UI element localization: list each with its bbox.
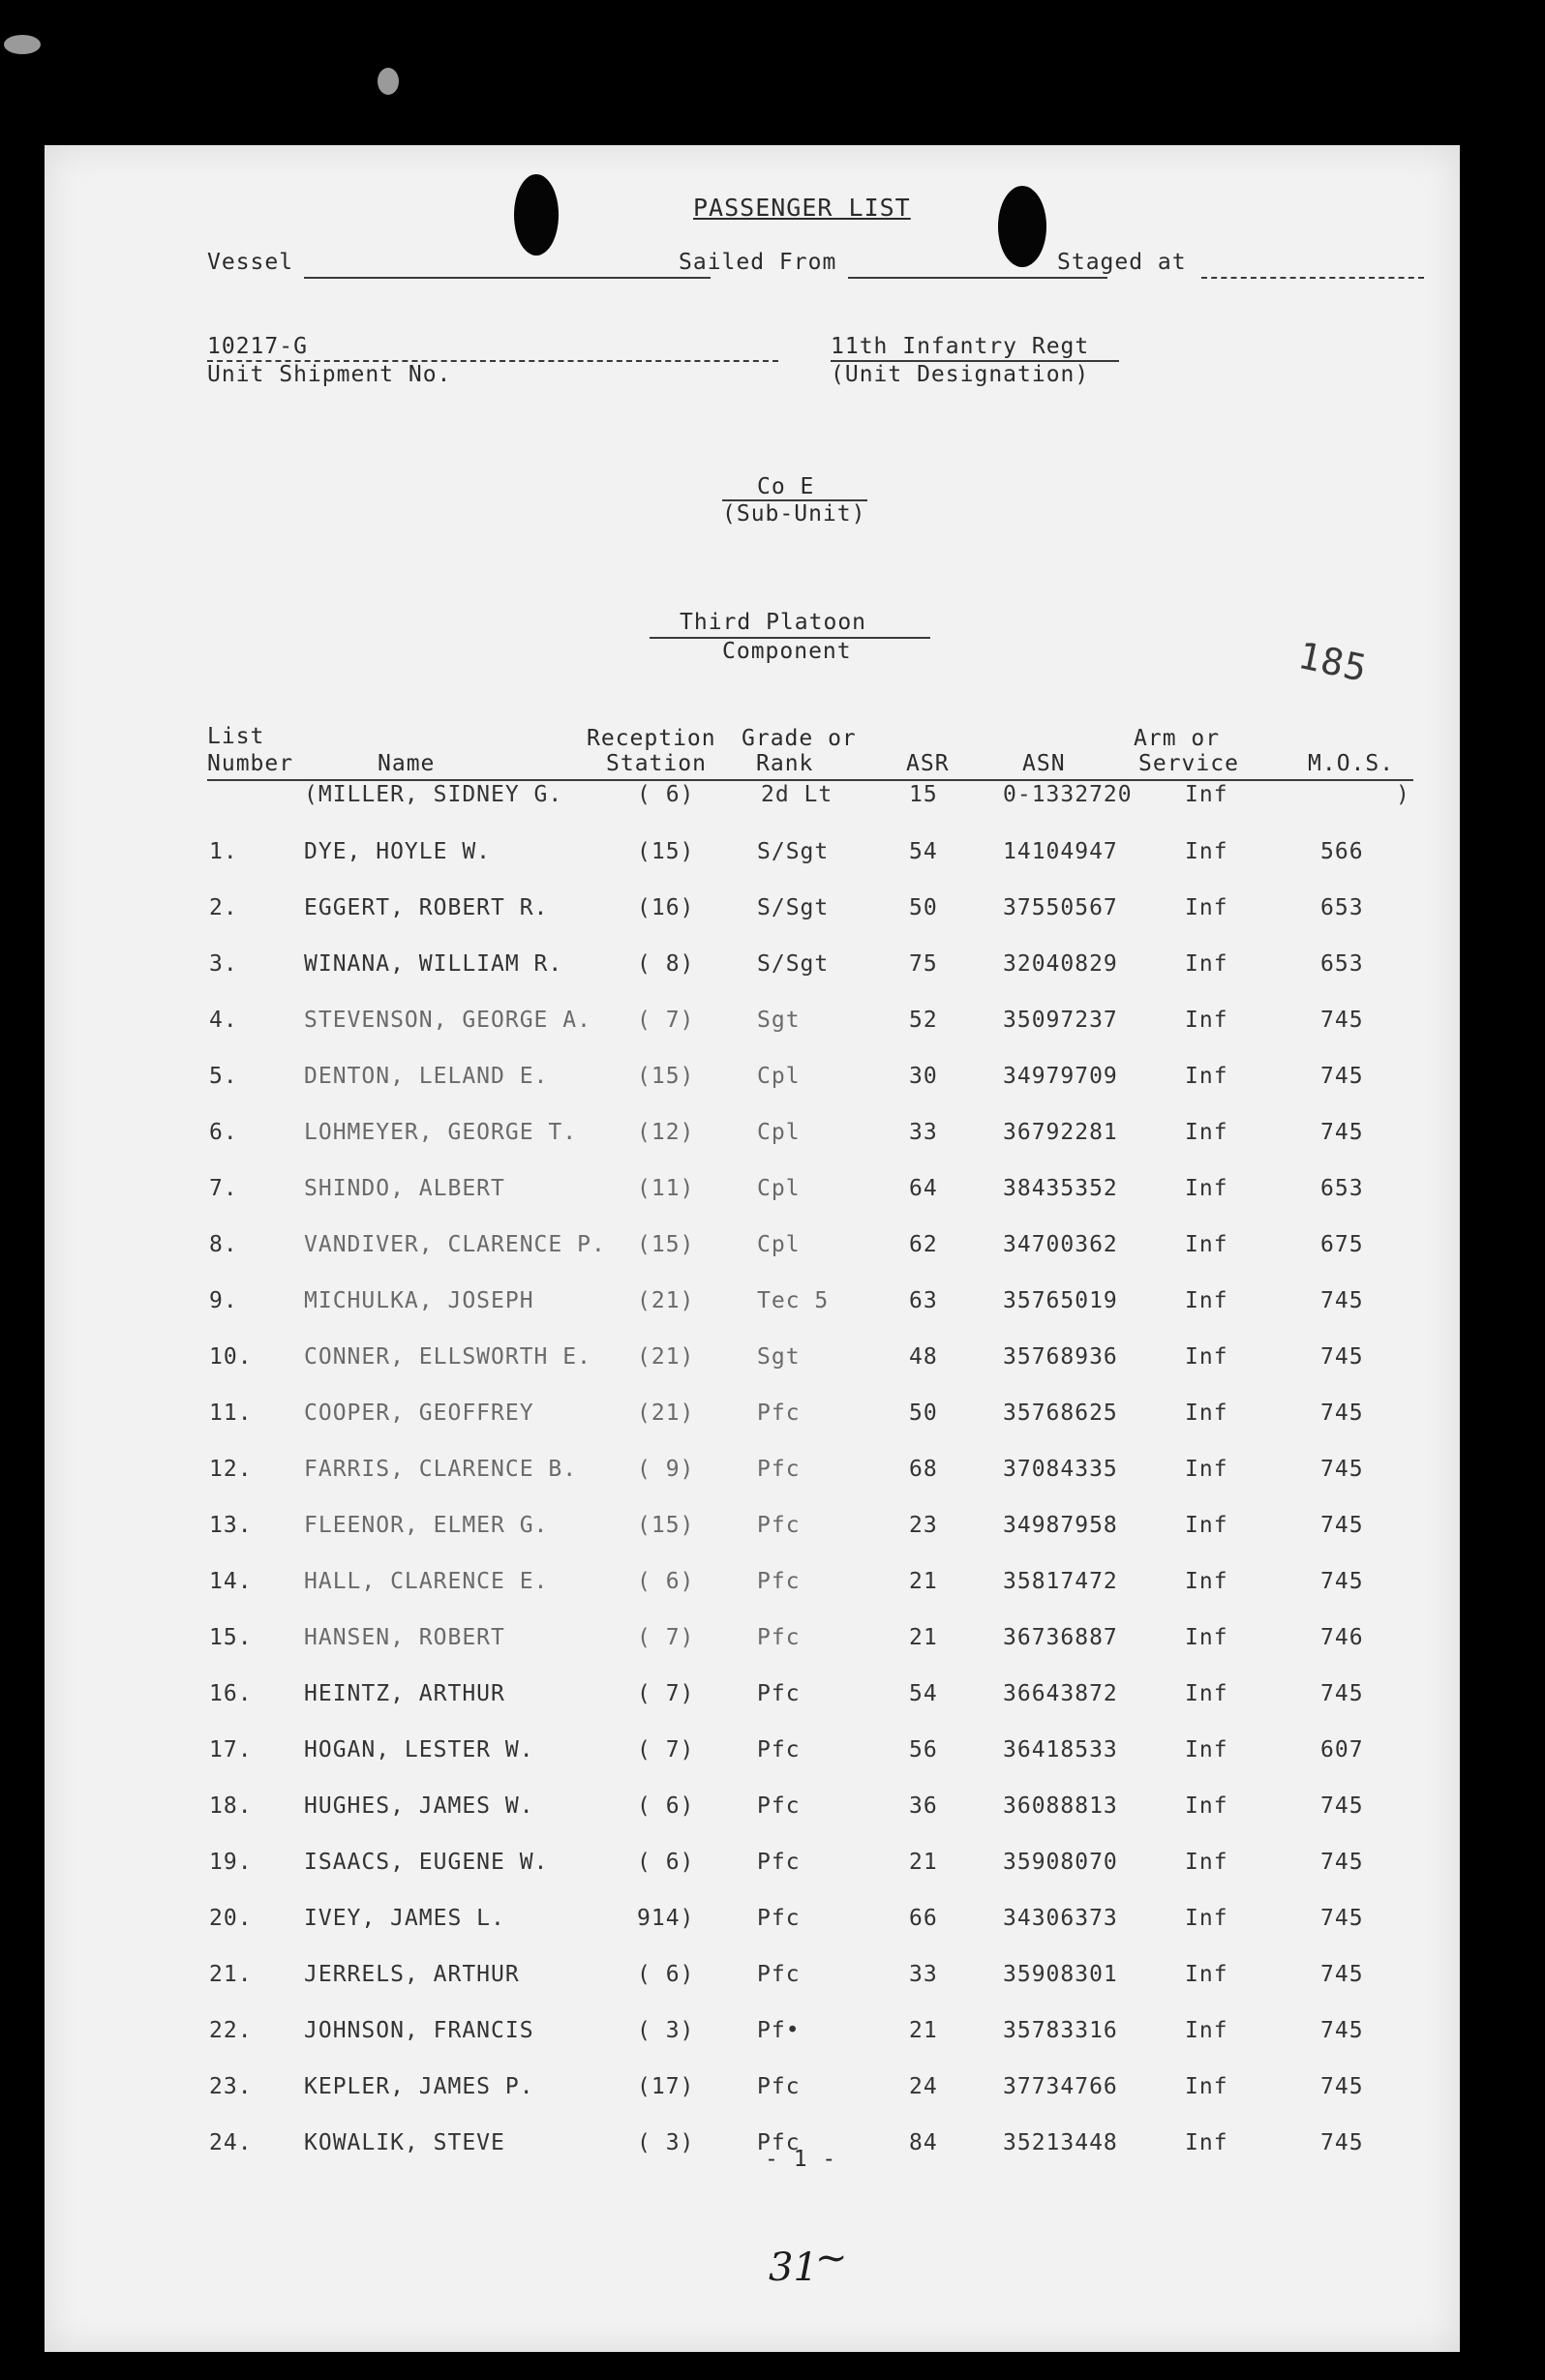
list-number: 8. [209,1232,238,1257]
mos: 745 [1320,1401,1364,1426]
arm: Inf [1185,1064,1228,1089]
reception-station: (12) [637,1120,695,1145]
sailed-from-label: Sailed From [679,250,837,275]
grade: Pfc [757,1681,801,1706]
asr: 75 [909,951,938,977]
arm: Inf [1185,1793,1228,1819]
arm: Inf [1185,1850,1228,1875]
table-row [45,2074,1460,2109]
grade: Tec 5 [757,1288,830,1313]
reception-station: ( 6) [637,1569,695,1594]
reception-station: (15) [637,839,695,864]
asn: 35908301 [1003,1962,1118,1987]
passenger-name: HALL, CLARENCE E. [304,1569,549,1594]
reception-station: (21) [637,1288,695,1313]
asr: 36 [909,1793,938,1819]
reception-station: 914) [637,1906,695,1931]
asr: 50 [909,895,938,920]
mos: 745 [1320,1064,1364,1089]
arm: Inf [1185,1681,1228,1706]
grade: Sgt [757,1344,801,1370]
passenger-name: IVEY, JAMES L. [304,1906,505,1931]
mos: 653 [1320,951,1364,977]
mos: 745 [1320,1681,1364,1706]
reception-station: ( 7) [637,1625,695,1650]
passenger-name: ISAACS, EUGENE W. [304,1850,549,1875]
mos: 745 [1320,1513,1364,1538]
arm: Inf [1185,1120,1228,1145]
arm: Inf [1185,1232,1228,1257]
unit-shipment-label: Unit Shipment No. [207,362,452,387]
passenger-name: HANSEN, ROBERT [304,1625,505,1650]
asr: 30 [909,1064,938,1089]
vessel-line [304,277,711,279]
col-list-number: List [207,724,265,749]
table-row [45,1793,1460,1828]
passenger-name: KOWALIK, STEVE [304,2130,505,2155]
sub-unit: Co E [757,474,815,499]
reception-station: ( 7) [637,1681,695,1706]
grade: Pfc [757,1569,801,1594]
unit-shipment-no: 10217-G [207,334,308,359]
mos: 745 [1320,1906,1364,1931]
list-number: 19. [209,1850,253,1875]
asr: 84 [909,2130,938,2155]
asn: 36418533 [1003,1737,1118,1762]
reception-station: ( 3) [637,2018,695,2043]
component-label: Component [722,639,852,664]
arm: Inf [1185,1176,1228,1201]
asn: 32040829 [1003,951,1118,977]
reception-station: (21) [637,1344,695,1370]
sailed-from-line [848,277,1107,279]
table-row [45,1737,1460,1772]
table-row [45,1008,1460,1042]
passenger-name: HEINTZ, ARTHUR [304,1681,505,1706]
asn: 36792281 [1003,1120,1118,1145]
table-row [45,1288,1460,1323]
list-number: 20. [209,1906,253,1931]
reception-station: ( 9) [637,1457,695,1482]
table-row [45,1513,1460,1548]
grade: Pfc [757,1401,801,1426]
passenger-name: SHINDO, ALBERT [304,1176,505,1201]
asr: 21 [909,2018,938,2043]
reception-station: ( 6) [637,1850,695,1875]
asr: 56 [909,1737,938,1762]
sub-unit-label: (Sub-Unit) [722,501,866,527]
officer-name: (MILLER, SIDNEY G. [304,782,563,807]
reception-station: (15) [637,1232,695,1257]
arm: Inf [1185,1344,1228,1370]
asn: 37550567 [1003,895,1118,920]
col-arm: Arm or [1134,726,1221,751]
page-number: - 1 - [765,2147,837,2172]
reception-station: (21) [637,1401,695,1426]
grade: Pfc [757,1513,801,1538]
grade: Pfc [757,1850,801,1875]
asr: 52 [909,1008,938,1033]
asn: 36643872 [1003,1681,1118,1706]
passenger-name: EGGERT, ROBERT R. [304,895,549,920]
asr: 62 [909,1232,938,1257]
officer-asn: 0-1332720 [1003,782,1133,807]
list-number: 16. [209,1681,253,1706]
list-number: 14. [209,1569,253,1594]
grade: S/Sgt [757,951,830,977]
table-row [45,1569,1460,1604]
asr: 33 [909,1120,938,1145]
reception-station: ( 6) [637,1962,695,1987]
asn: 36088813 [1003,1793,1118,1819]
vessel-label: Vessel [207,250,294,275]
passenger-name: WINANA, WILLIAM R. [304,951,563,977]
asr: 48 [909,1344,938,1370]
col-asn: ASN [1022,751,1066,776]
grade: Pfc [757,1625,801,1650]
mos: 607 [1320,1737,1364,1762]
list-number: 6. [209,1120,238,1145]
reception-station: (11) [637,1176,695,1201]
list-number: 2. [209,895,238,920]
list-number: 13. [209,1513,253,1538]
reception-station: ( 7) [637,1737,695,1762]
officer-asr: 15 [909,782,938,807]
mos: 745 [1320,2018,1364,2043]
reception-station: ( 8) [637,951,695,977]
asn: 14104947 [1003,839,1118,864]
arm: Inf [1185,2130,1228,2155]
punch-hole-right [998,186,1046,267]
passenger-name: COOPER, GEOFFREY [304,1401,534,1426]
arm: Inf [1185,2074,1228,2099]
table-row [45,1120,1460,1155]
unit-designation: 11th Infantry Regt [831,334,1090,359]
scan-artifact [4,35,41,54]
grade: Pfc [757,1962,801,1987]
table-row [45,2018,1460,2053]
table-row [45,1064,1460,1099]
table-row [45,839,1460,874]
asn: 34987958 [1003,1513,1118,1538]
passenger-name: FARRIS, CLARENCE B. [304,1457,578,1482]
grade: Sgt [757,1008,801,1033]
officer-arm: Inf [1185,782,1228,807]
col-name: Name [378,751,436,776]
arm: Inf [1185,1962,1228,1987]
col-reception-station: Station [606,751,707,776]
col-asr: ASR [906,751,950,776]
list-number: 11. [209,1401,253,1426]
asr: 54 [909,1681,938,1706]
asr: 66 [909,1906,938,1931]
grade: Pfc [757,2074,801,2099]
col-grade: Grade or [742,726,857,751]
grade: Pfc [757,1906,801,1931]
arm: Inf [1185,1457,1228,1482]
staged-at-line [1201,277,1424,279]
header-rule [207,779,1413,781]
grade: Pfc [757,1793,801,1819]
asn: 35213448 [1003,2130,1118,2155]
arm: Inf [1185,1401,1228,1426]
passenger-name: LOHMEYER, GEORGE T. [304,1120,578,1145]
list-number: 10. [209,1344,253,1370]
col-grade: Rank [756,751,814,776]
list-number: 12. [209,1457,253,1482]
table-row [45,1625,1460,1660]
arm: Inf [1185,1737,1228,1762]
grade: Cpl [757,1120,801,1145]
col-list-number: Number [207,751,294,776]
asr: 68 [909,1457,938,1482]
list-number: 21. [209,1962,253,1987]
grade: Pfc [757,2130,801,2155]
reception-station: (15) [637,1513,695,1538]
passenger-name: MICHULKA, JOSEPH [304,1288,534,1313]
list-number: 17. [209,1737,253,1762]
asn: 34700362 [1003,1232,1118,1257]
list-number: 22. [209,2018,253,2043]
mos: 745 [1320,1457,1364,1482]
table-row [45,1962,1460,1997]
mos: 745 [1320,1008,1364,1033]
reception-station: ( 3) [637,2130,695,2155]
passenger-name: HUGHES, JAMES W. [304,1793,534,1819]
list-number: 1. [209,839,238,864]
passenger-name: DENTON, LELAND E. [304,1064,549,1089]
reception-station: ( 6) [637,1793,695,1819]
mos: 653 [1320,895,1364,920]
reception-station: (17) [637,2074,695,2099]
mos: 675 [1320,1232,1364,1257]
passenger-name: KEPLER, JAMES P. [304,2074,534,2099]
table-row [45,1176,1460,1211]
asr: 54 [909,839,938,864]
mos: 745 [1320,1793,1364,1819]
list-number: 15. [209,1625,253,1650]
punch-hole-left [514,174,559,256]
asn: 35908070 [1003,1850,1118,1875]
passenger-name: VANDIVER, CLARENCE P. [304,1232,606,1257]
page-title: PASSENGER LIST [693,194,911,222]
asn: 34979709 [1003,1064,1118,1089]
asn: 36736887 [1003,1625,1118,1650]
asn: 35768936 [1003,1344,1118,1370]
table-row [45,2130,1460,2165]
asn: 35783316 [1003,2018,1118,2043]
table-row [45,1906,1460,1941]
asr: 24 [909,2074,938,2099]
list-number: 18. [209,1793,253,1819]
asn: 37084335 [1003,1457,1118,1482]
asr: 50 [909,1401,938,1426]
handwritten-flourish: ~ [815,2236,848,2280]
officer-station: ( 6) [637,782,695,807]
table-row [45,1850,1460,1884]
mos: 745 [1320,1120,1364,1145]
unit-designation-label: (Unit Designation) [831,362,1090,387]
mos: 745 [1320,1569,1364,1594]
grade: Pf• [757,2018,801,2043]
arm: Inf [1185,1625,1228,1650]
arm: Inf [1185,1513,1228,1538]
mos: 745 [1320,1962,1364,1987]
mos: 745 [1320,2074,1364,2099]
table-row [45,1681,1460,1716]
grade: Cpl [757,1176,801,1201]
reception-station: ( 7) [637,1008,695,1033]
handwritten-note: 31 [769,2245,818,2290]
asr: 21 [909,1569,938,1594]
staged-at-label: Staged at [1057,250,1187,275]
mos: 745 [1320,1850,1364,1875]
passenger-name: JOHNSON, FRANCIS [304,2018,534,2043]
asn: 35817472 [1003,1569,1118,1594]
reception-station: (15) [637,1064,695,1089]
asn: 35097237 [1003,1008,1118,1033]
list-number: 5. [209,1064,238,1089]
mos: 745 [1320,2130,1364,2155]
asr: 33 [909,1962,938,1987]
asn: 35768625 [1003,1401,1118,1426]
arm: Inf [1185,839,1228,864]
list-number: 9. [209,1288,238,1313]
passenger-name: JERRELS, ARTHUR [304,1962,520,1987]
mos: 745 [1320,1288,1364,1313]
table-row [45,1344,1460,1379]
list-number: 3. [209,951,238,977]
officer-mos: ) [1396,782,1410,807]
passenger-name: HOGAN, LESTER W. [304,1737,534,1762]
arm: Inf [1185,1906,1228,1931]
grade: S/Sgt [757,839,830,864]
arm: Inf [1185,895,1228,920]
arm: Inf [1185,1008,1228,1033]
asr: 21 [909,1850,938,1875]
officer-grade: 2d Lt [761,782,833,807]
arm: Inf [1185,2018,1228,2043]
grade: Cpl [757,1064,801,1089]
table-row [45,895,1460,930]
grade: Pfc [757,1457,801,1482]
asr: 63 [909,1288,938,1313]
mos: 566 [1320,839,1364,864]
asr: 21 [909,1625,938,1650]
table-row [45,951,1460,986]
mos: 653 [1320,1176,1364,1201]
table-row [45,1457,1460,1491]
asn: 35765019 [1003,1288,1118,1313]
scan-artifact [378,68,399,95]
list-number: 23. [209,2074,253,2099]
mos: 745 [1320,1344,1364,1370]
list-number: 24. [209,2130,253,2155]
col-arm: Service [1138,751,1239,776]
stamp-number: 185 [1294,634,1372,690]
asn: 37734766 [1003,2074,1118,2099]
passenger-name: DYE, HOYLE W. [304,839,492,864]
grade: Pfc [757,1737,801,1762]
list-number: 7. [209,1176,238,1201]
officer-row [45,782,1460,817]
asr: 23 [909,1513,938,1538]
arm: Inf [1185,1288,1228,1313]
passenger-name: CONNER, ELLSWORTH E. [304,1344,591,1370]
asr: 64 [909,1176,938,1201]
mos: 746 [1320,1625,1364,1650]
arm: Inf [1185,1569,1228,1594]
asn: 38435352 [1003,1176,1118,1201]
col-reception-station: Reception [587,726,716,751]
list-number: 4. [209,1008,238,1033]
table-row [45,1401,1460,1435]
table-row [45,1232,1460,1267]
passenger-name: STEVENSON, GEORGE A. [304,1008,591,1033]
passenger-name: FLEENOR, ELMER G. [304,1513,549,1538]
passenger-list-page [45,145,1460,2352]
asn: 34306373 [1003,1906,1118,1931]
grade: Cpl [757,1232,801,1257]
grade: S/Sgt [757,895,830,920]
arm: Inf [1185,951,1228,977]
reception-station: (16) [637,895,695,920]
col-mos: M.O.S. [1308,751,1395,776]
component-value: Third Platoon [680,610,867,635]
